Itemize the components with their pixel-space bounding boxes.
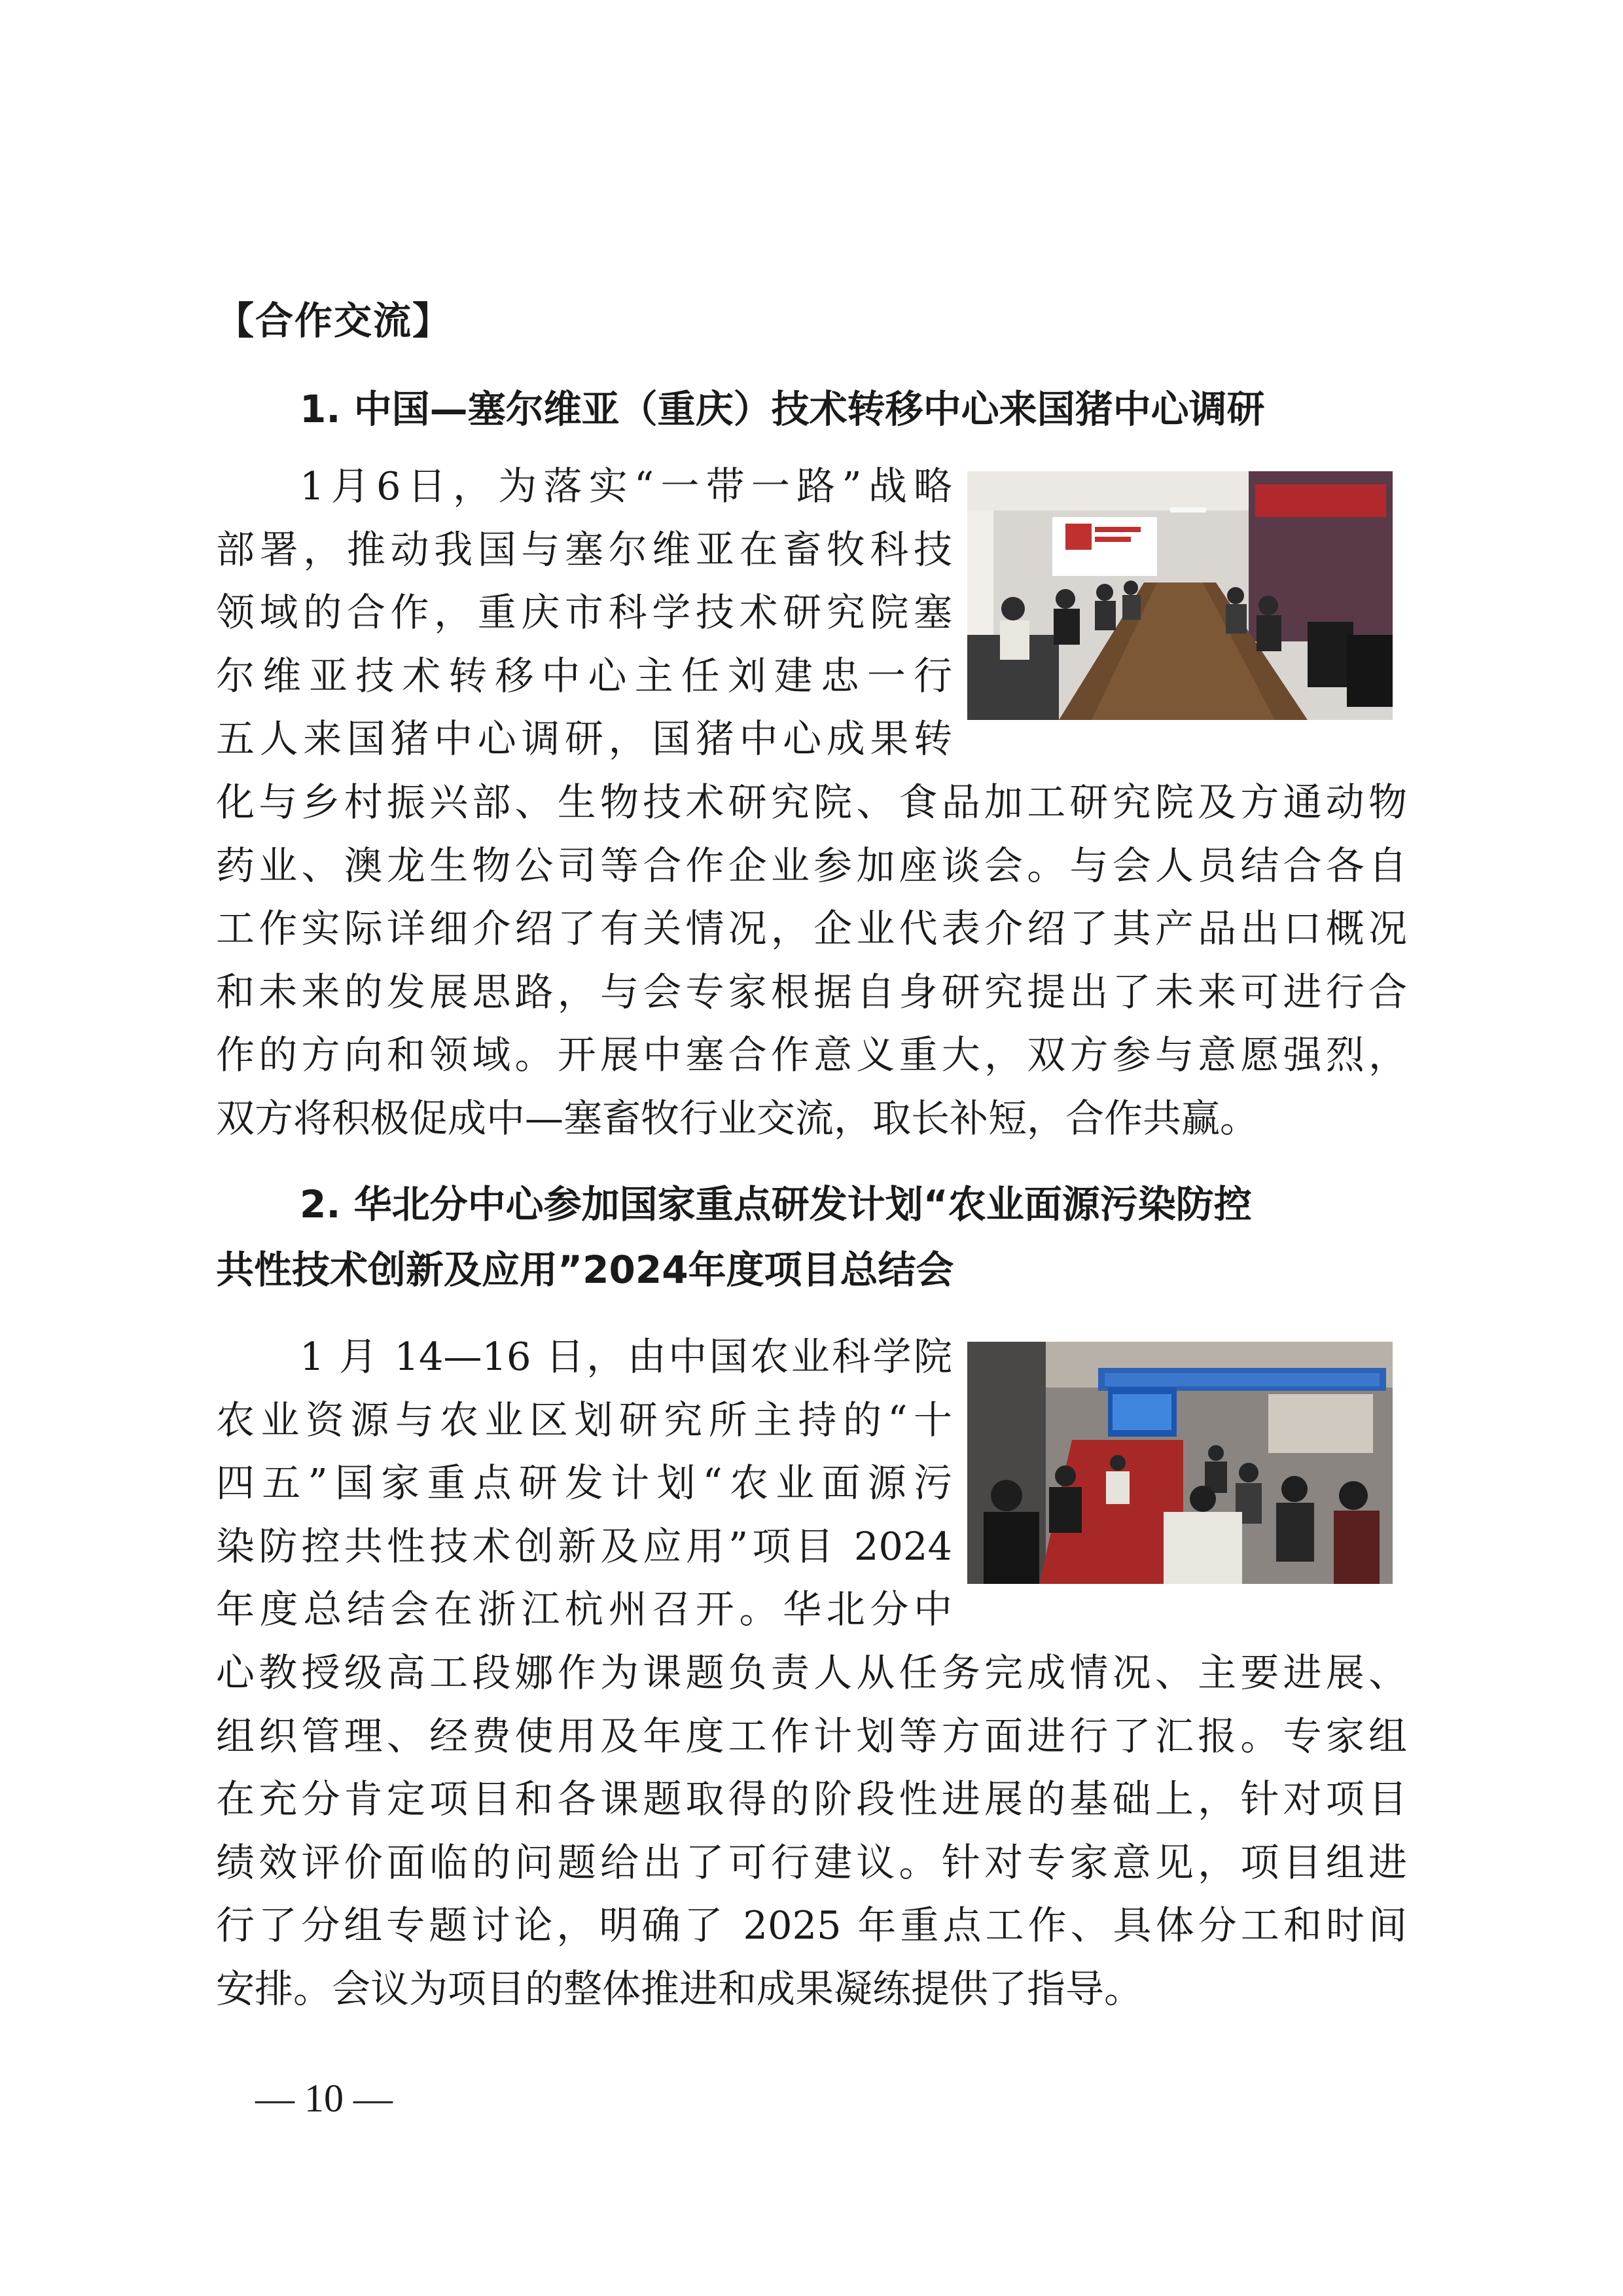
- article2-line: 安排。会议为项目的整体推进和成果凝练提供了指导。: [216, 1965, 1143, 2011]
- article2-side-line: 年度总结会在浙江杭州召开。华北分中: [216, 1587, 952, 1632]
- article2-line: 心教授级高工段娜作为课题负责人从任务完成情况、主要进展、: [216, 1650, 1407, 1695]
- article2-line: 在充分肯定项目和各课题取得的阶段性进展的基础上，针对项目: [216, 1776, 1407, 1821]
- article1-side-line: 尔维亚技术转移中心主任刘建忠一行: [216, 653, 952, 698]
- article1-line: 作的方向和领域。开展中塞合作意义重大，双方参与意愿强烈，: [216, 1032, 1407, 1077]
- article2-side-line: 1 月 14—16 日，由中国农业科学院: [300, 1334, 952, 1379]
- conference-photo: [967, 1342, 1393, 1584]
- article1-line: 工作实际详细介绍了有关情况，企业代表介绍了其产品出口概况: [216, 906, 1407, 951]
- article2-paragraph-side: [216, 1325, 952, 1641]
- article1-paragraph-side: [216, 455, 952, 771]
- conference-illustration: [967, 1342, 1393, 1584]
- article1-paragraph-full: [216, 771, 1407, 1150]
- article1-side-line: 1月6日，为落实“一带一路”战略: [300, 463, 952, 509]
- article2-title: 2. 华北分中心参加国家重点研发计划“农业面源污染防控 共性技术创新及应用”2024年度项目总结会: [216, 1182, 1252, 1292]
- article1-line: 药业、澳龙生物公司等合作企业参加座谈会。与会人员结合各自: [216, 842, 1407, 888]
- article2-paragraph-full: [216, 1641, 1407, 2020]
- article1-line: 化与乡村振兴部、生物技术研究院、食品加工研究院及方通动物: [216, 780, 1407, 825]
- article1-side-line: 五人来国猪中心调研，国猪中心成果转: [216, 716, 952, 761]
- meeting-room-photo: [967, 471, 1393, 720]
- page-number: — 10 —: [255, 2077, 393, 2120]
- article1-line: 和未来的发展思路，与会专家根据自身研究提出了未来可进行合: [216, 969, 1407, 1014]
- article2-line: 绩效评价面临的问题给出了可行建议。针对专家意见，项目组进: [216, 1839, 1407, 1885]
- meeting-room-illustration: [967, 471, 1393, 720]
- article2-line: 行了分组专题讨论，明确了 2025 年重点工作、具体分工和时间: [216, 1903, 1407, 1948]
- article2-side-line: 四五”国家重点研发计划“农业面源污: [216, 1460, 952, 1505]
- article1-side-line: 领域的合作，重庆市科学技术研究院塞: [216, 590, 952, 635]
- article2-line: 组织管理、经费使用及年度工作计划等方面进行了汇报。专家组: [216, 1713, 1407, 1759]
- article1-title: 1. 中国—塞尔维亚（重庆）技术转移中心来国猪中心调研: [300, 387, 1265, 431]
- section-tag: 【合作交流】: [216, 298, 452, 343]
- article1-line: 双方将积极促成中—塞畜牧行业交流，取长补短，合作共赢。: [216, 1095, 1259, 1141]
- article1-side-line: 部署，推动我国与塞尔维亚在畜牧科技: [216, 526, 952, 572]
- article2-side-line: 染防控共性技术创新及应用”项目 2024: [216, 1523, 952, 1569]
- article2-side-line: 农业资源与农业区划研究所主持的“十: [216, 1397, 952, 1443]
